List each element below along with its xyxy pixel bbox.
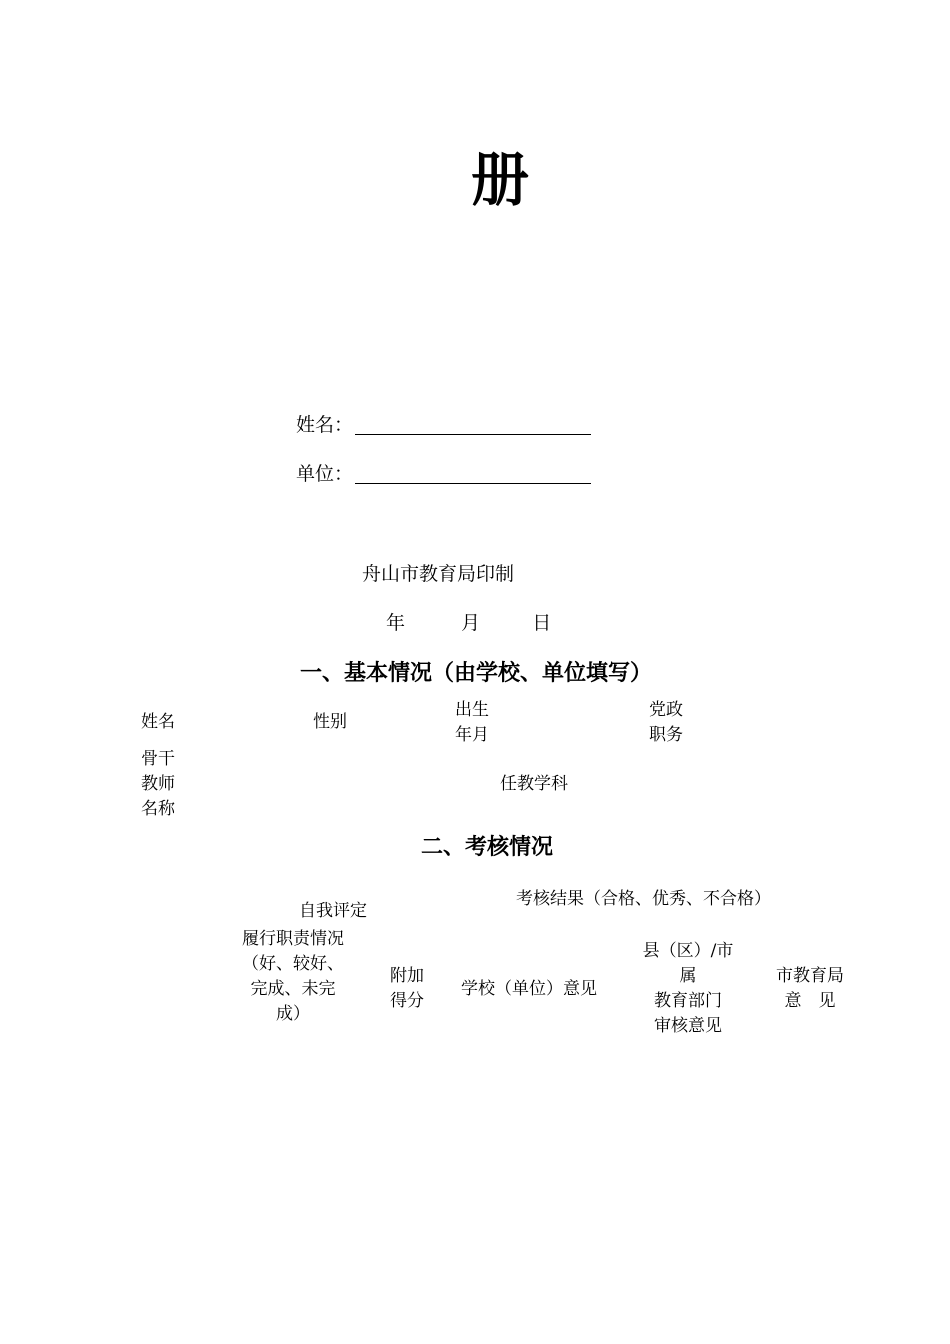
unit-field[interactable] — [296, 461, 591, 487]
party-line2: 职务 — [649, 725, 683, 745]
section2-heading: 二、考核情况 — [421, 835, 554, 860]
school-opinion-cell: 学校（单位）意见 — [461, 979, 597, 999]
backbone-line3: 名称 — [141, 799, 175, 819]
birth-line1: 出生 — [455, 700, 489, 720]
gender-cell: 性别 — [313, 712, 347, 732]
date-line — [386, 610, 551, 636]
date-day: 日 — [532, 612, 552, 634]
county-line3: 教育部门 — [654, 991, 722, 1011]
duty-cell — [228, 927, 358, 1027]
city-line2: 意 见 — [784, 991, 836, 1011]
name-cell: 姓名 — [141, 712, 175, 732]
birth-line2: 年月 — [455, 725, 489, 745]
county-line2: 属 — [679, 966, 697, 986]
county-review-cell — [628, 939, 748, 1039]
section1-heading: 一、基本情况（由学校、单位填写） — [300, 661, 653, 686]
unit-label: 单位： — [296, 463, 354, 485]
party-line1: 党政 — [649, 700, 683, 720]
county-line4: 审核意见 — [654, 1016, 722, 1036]
duty-line3: 完成、未完 — [250, 979, 336, 999]
city-bureau-cell — [760, 964, 860, 1014]
party-position-cell — [649, 698, 683, 748]
booklet-title: 册 — [470, 146, 529, 214]
backbone-line1: 骨干 — [141, 749, 175, 769]
birth-cell — [455, 698, 489, 748]
subject-cell: 任教学科 — [500, 774, 568, 794]
date-month: 月 — [461, 612, 481, 634]
name-field[interactable] — [296, 412, 591, 438]
city-line1: 市教育局 — [776, 966, 844, 986]
extra-score-cell — [390, 964, 424, 1014]
name-underline[interactable] — [355, 412, 591, 435]
unit-underline[interactable] — [355, 461, 591, 484]
duty-line2: （好、较好、 — [242, 954, 344, 974]
extra-line2: 得分 — [390, 991, 424, 1011]
publisher-text: 舟山市教育局印制 — [362, 563, 515, 585]
duty-line1: 履行职责情况 — [242, 929, 344, 949]
self-eval-header: 自我评定 — [299, 901, 367, 921]
name-label: 姓名： — [296, 414, 354, 436]
date-year: 年 — [386, 612, 406, 634]
duty-line4: 成） — [276, 1004, 310, 1024]
backbone-teacher-cell — [141, 747, 175, 822]
result-header: 考核结果（合格、优秀、不合格） — [516, 889, 771, 909]
extra-line1: 附加 — [390, 966, 424, 986]
backbone-line2: 教师 — [141, 774, 175, 794]
county-line1: 县（区）/市 — [642, 941, 734, 961]
